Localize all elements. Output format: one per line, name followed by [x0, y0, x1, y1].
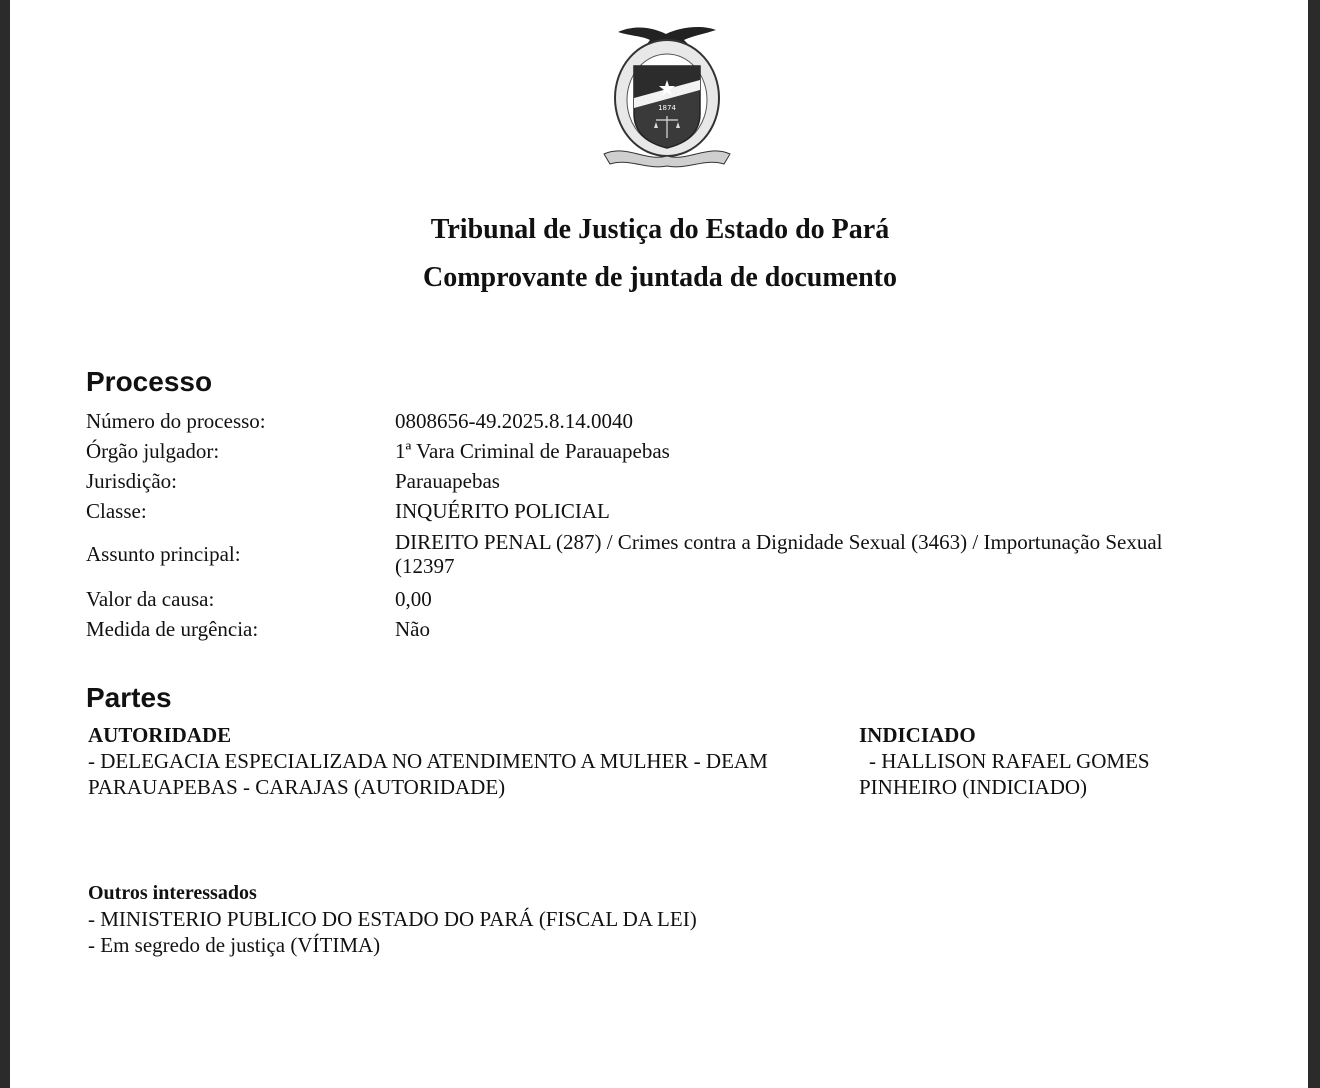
coat-of-arms-seal: [596, 18, 738, 170]
outros-interessados: [88, 880, 697, 958]
party-role: AUTORIDADE: [88, 723, 232, 747]
document-subtitle: Comprovante de juntada de documento: [423, 262, 897, 293]
field-label: Medida de urgência:: [86, 617, 259, 641]
field-value: 1ª Vara Criminal de Parauapebas: [395, 439, 670, 463]
party-indiciado: [859, 722, 1199, 800]
field-value: 0,00: [395, 587, 432, 611]
field-label: Órgão julgador:: [86, 439, 220, 463]
field-value: INQUÉRITO POLICIAL: [395, 499, 610, 523]
list-item: - MINISTERIO PUBLICO DO ESTADO DO PARÁ (FISCAL DA LEI): [88, 907, 697, 931]
field-value: 0808656-49.2025.8.14.0040: [395, 409, 633, 433]
field-label: Classe:: [86, 499, 147, 523]
outros-heading: Outros interessados: [88, 882, 257, 904]
svg-text:1874: 1874: [658, 104, 676, 112]
section-heading-partes: Partes: [86, 682, 172, 713]
section-heading-processo: Processo: [86, 366, 213, 397]
field-label: Número do processo:: [86, 409, 266, 433]
party-name: - DELEGACIA ESPECIALIZADA NO ATENDIMENTO A MULHER - DEAM PARAUAPEBAS - CARAJAS (AUTORIDADE): [88, 749, 768, 799]
field-label: Valor da causa:: [86, 587, 215, 611]
court-title: Tribunal de Justiça do Estado do Pará: [430, 214, 890, 245]
field-value: DIREITO PENAL (287) / Crimes contra a Dignidade Sexual (3463) / Importunação Sexual (12397: [395, 530, 1163, 578]
party-role: INDICIADO: [859, 723, 976, 747]
list-item: - Em segredo de justiça (VÍTIMA): [88, 933, 381, 957]
field-label: Assunto principal:: [86, 542, 241, 566]
field-label: Jurisdição:: [86, 469, 177, 493]
field-value: Parauapebas: [395, 469, 500, 493]
party-name: - HALLISON RAFAEL GOMES PINHEIRO (INDICIADO): [859, 749, 1150, 799]
field-value: Não: [395, 617, 430, 641]
party-autoridade: [88, 722, 828, 800]
